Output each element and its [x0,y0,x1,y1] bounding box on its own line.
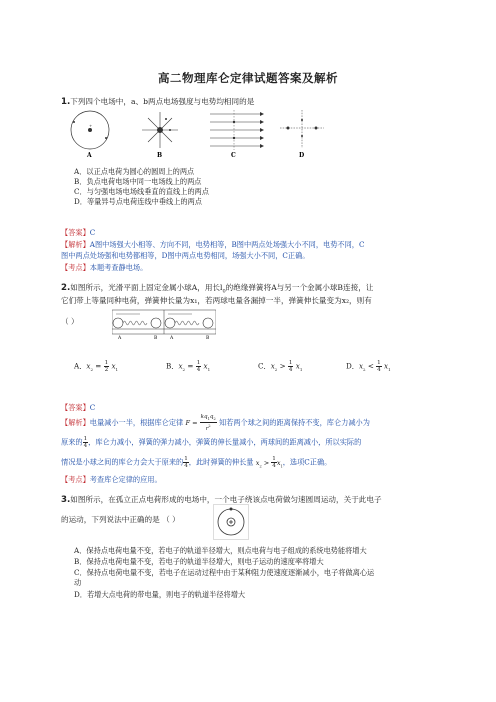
figure-label-b: B [157,152,163,159]
figure-c [210,110,264,159]
question-text-cont: 的绝缘弹簧将A与另一个金属小球B连接，让 [225,283,374,292]
inequality-formula: $x_2$ > $\frac{1}{4}$ $x_1$ [255,456,283,469]
figure-label-b1: B [154,336,158,339]
option-letter: B． [166,361,179,371]
point-tag: 【考点】 [61,475,90,484]
page-title: 高二物理库仑定律试题答案及解析 [158,71,338,85]
figure-d [280,110,324,159]
figure-b [142,112,178,159]
answer-value: C [89,228,96,237]
q1-option-d: D．等量异号点电荷连线中垂线上的两点 [74,197,202,206]
question-number: 1. [61,97,71,107]
q2-analysis-line2: 原来的 $\frac{1}{4}$ ，库仑力减小，弹簧的弹力减小，弹簧的伸长量减小，两球间的距离减小，所以实际的 [61,436,362,449]
point-text: 考查库仑定律的应用。 [89,475,162,484]
analysis-text: 电量减小一半，根据库仑定律 [89,417,184,427]
question-text: 如图所示，光滑平面上固定金属小球A，用长l [70,283,223,292]
q2-option-a: A．$x_2$ = $\frac{1}{2}$ $x_1$ [74,360,119,373]
question-2-stem-line3: （ ） [61,317,79,326]
answer-tag: 【答案】 [61,403,90,412]
q1-point [61,262,441,274]
svg-text:+: + [89,123,93,128]
figure-label-d: D [299,152,305,159]
option-letter: D． [346,361,359,371]
q3-option-c-cont: 动 [74,578,82,587]
analysis-text-cont: 知若两个球之间的距离保持不变，库仑力减小为 [218,417,370,427]
figure-label-a1: A [118,336,122,339]
question-text: 下列四个电场中，a、b两点电场强度与电势均相同的是 [70,97,255,106]
q1-option-c: C．与匀强电场电场线垂直的直线上的两点 [74,187,209,196]
question-text: 如图所示，在孤立正点电荷形成的电场中，一个电子绕该点电荷做匀速圆周运动，关于此电子 [70,495,382,504]
answer-tag: 【答案】 [61,228,90,237]
analysis-text-cont: ，此时弹簧的伸长量 [188,457,254,467]
q1-figures [62,110,332,160]
question-3-stem-line2: 的运动，下列说法中正确的是 （ ） [61,515,180,524]
q1-option-a: A．以正点电荷为圆心的圆周上的两点 [74,167,195,176]
analysis-tag: 【解析】 [61,417,90,427]
q2-option-d: D．$x_2$ < $\frac{1}{4}$ $x_1$ [346,360,391,373]
q3-option-b: B．保持点电荷电量不变，若电子的轨道半径增大，则电子运动的速度率将增大 [74,557,324,566]
point-tag: 【考点】 [61,263,90,272]
option-letter: C． [258,361,271,371]
question-number: 3. [61,495,71,505]
question-1-stem [61,96,441,109]
option-letter: A． [74,361,87,371]
q2-answer [61,402,441,414]
coulomb-formula: F = $\frac{kq_1q_2}{r^2}$ [185,414,216,432]
point-text: 本题考查静电场。 [89,263,148,272]
analysis-text-cont: ，库仑力减小，弹簧的弹力减小，弹簧的伸长量减小，两球间的距离减小，所以实际的 [88,437,362,447]
subscript: 0 [222,288,226,295]
q2-analysis-line3: 情况是小球之间的库仑力会大于原来的 $\frac{1}{4}$ ，此时弹簧的伸长量 $x_2$ > $\frac{1}{4}$ $x_1$，选项C正确。 [61,456,332,469]
analysis-tag: 【解析】 [61,240,90,249]
q2-option-c: C．$x_2$ > $\frac{1}{4}$ $x_1$ [258,360,303,373]
q1-analysis-line2: 图中两点处场强和电势都相等，D图中两点电势相同，场强大小不同，C正确。 [61,251,310,260]
q3-option-d: D．若增大点电荷的带电量，则电子的轨道半径将增大 [74,590,246,599]
analysis-text: A图中场强大小相等、方向不同，电势相等，B图中两点处场强大小不同，电势不同，C [89,240,365,249]
analysis-text-end: ，选项C正确。 [282,457,332,467]
q1-answer [61,227,441,239]
q3-option-a: A．保持点电荷电量不变，若电子的轨道半径增大，则点电荷与电子组成的系统电势能将增大 [74,546,367,555]
answer-value: C [89,403,96,412]
q2-option-b: B．$x_2$ = $\frac{1}{4}$ $x_1$ [166,360,211,373]
figure-label-a2: A [170,336,174,339]
analysis-text: 情况是小球之间的库仑力会大于原来的 [61,457,184,467]
q3-option-c: C．保持点电荷电量不变，若电子在运动过程中由于某种阻力使速度逐渐减小，电子将做离心运 [74,568,375,577]
question-number: 2. [61,283,71,293]
figure-a [71,111,109,159]
question-2-stem-line2: 它们带上等量同种电荷，弹簧伸长量为x₁，若两球电量各漏掉一半，弹簧伸长量变为x₂，则有 [61,296,372,305]
q3-figure [213,504,249,540]
question-3-stem [61,494,441,507]
figure-label-a: A [87,152,92,159]
q2-figure [112,307,216,339]
q1-option-b: B．负点电荷电场中同一电场线上的两点 [74,177,202,186]
q2-analysis [61,414,441,432]
figure-label-c: C [231,152,236,159]
q2-point [61,474,441,486]
figure-label-b2: B [206,336,210,339]
analysis-text: 原来的 [61,437,83,447]
